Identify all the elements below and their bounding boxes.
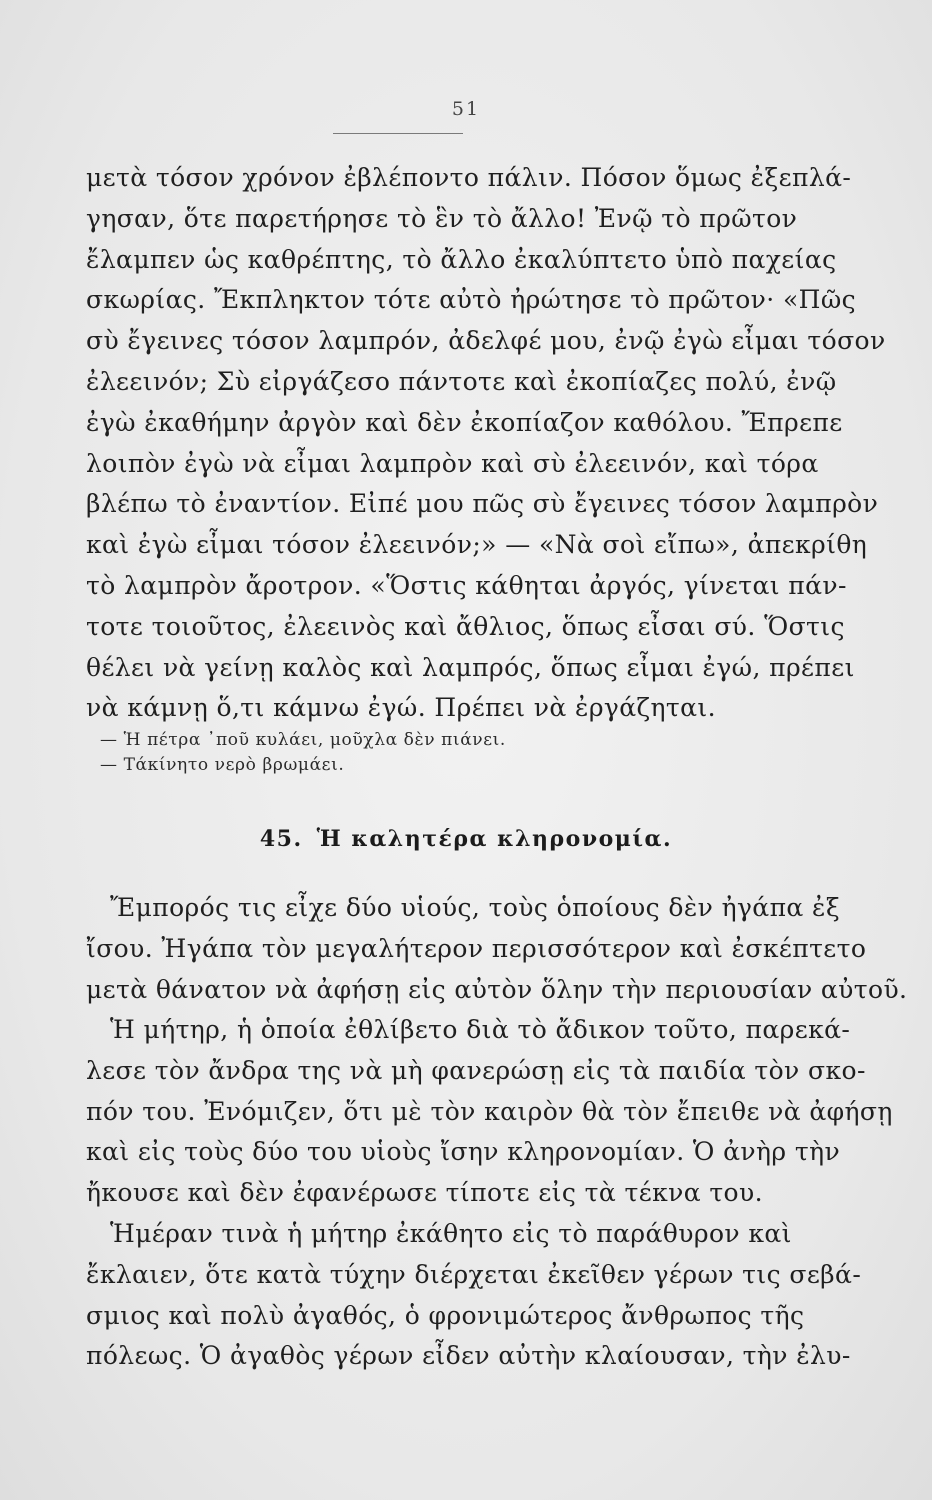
text-line: πόν του. Ἐνόμιζεν, ὅτι μὲ τὸν καιρὸν θὰ τὸν ἔπειθε νὰ ἀφήσῃ: [86, 1096, 893, 1126]
paragraph-3: [86, 1010, 893, 1214]
text-line: γησαν, ὅτε παρετήρησε τὸ ἓν τὸ ἄλλο! Ἐνῷ τὸ πρῶτον: [86, 203, 798, 233]
text-line: καὶ εἰς τοὺς δύο του υἱοὺς ἴσην κληρονομίαν. Ὁ ἀνὴρ τὴν: [86, 1137, 841, 1167]
text-line: καὶ ἐγὼ εἶμαι τόσον ἐλεεινόν;» — «Νὰ σοὶ εἴπω», ἀπεκρίθη: [86, 530, 868, 560]
header-rule: [333, 133, 463, 134]
section-title: Ἡ καλητέρα κληρονομία.: [316, 826, 673, 852]
text-line: σκωρίας. Ἔκπληκτον τότε αὐτὸ ἠρώτησε τὸ πρῶτον· «Πῶς: [86, 285, 857, 315]
text-line: ἐγὼ ἐκαθήμην ἀργὸν καὶ δὲν ἐκοπίαζον καθόλου. Ἔπρεπε: [86, 407, 843, 437]
section-number: 45.: [259, 826, 303, 852]
text-line: ἔλαμπεν ὡς καθρέπτης, τὸ ἄλλο ἐκαλύπτετο ὑπὸ παχείας: [86, 244, 837, 274]
text-line: ἤκουσε καὶ δὲν ἐφανέρωσε τίποτε εἰς τὰ τέκνα του.: [86, 1178, 763, 1208]
text-line: βλέπω τὸ ἐναντίον. Εἰπέ μου πῶς σὺ ἔγεινες τόσον λαμπρὸν: [86, 489, 879, 519]
text-line: σμιος καὶ πολὺ ἀγαθός, ὁ φρονιμώτερος ἄνθρωπος τῆς: [86, 1300, 805, 1330]
text-line: λοιπὸν ἐγὼ νὰ εἶμαι λαμπρὸν καὶ σὺ ἐλεεινόν, καὶ τόρα: [86, 448, 819, 478]
proverb-line: — Ἡ πέτρα ᾽ποῦ κυλάει, μοῦχλα δὲν πιάνει.: [100, 730, 506, 750]
text-line: Ἡμέραν τινὰ ἡ μήτηρ ἐκάθητο εἰς τὸ παράθυρον καὶ: [110, 1219, 792, 1248]
proverb-line: — Τάκίνητο νερὸ βρωμάει.: [100, 755, 345, 775]
text-line: σὺ ἔγεινες τόσον λαμπρόν, ἀδελφέ μου, ἐνῷ ἐγὼ εἶμαι τόσον: [86, 326, 886, 356]
page-number: 51: [451, 98, 481, 120]
text-line: μετὰ θάνατον νὰ ἀφήσῃ εἰς αὐτὸν ὅλην τὴν περιουσίαν αὐτοῦ.: [86, 974, 908, 1004]
section-heading: [0, 826, 932, 852]
text-line: μετὰ τόσον χρόνον ἐβλέποντο πάλιν. Πόσον ὅμως ἐξεπλά-: [86, 163, 852, 192]
text-line: ἐλεεινόν; Σὺ εἰργάζεσο πάντοτε καὶ ἐκοπίαζες πολύ, ἐνῷ: [86, 366, 837, 396]
paragraph-2: [86, 888, 908, 1010]
text-line: Ἡ μήτηρ, ἡ ὁποία ἐθλίβετο διὰ τὸ ἄδικον τοῦτο, παρεκά-: [110, 1015, 851, 1044]
text-line: θέλει νὰ γείνῃ καλὸς καὶ λαμπρός, ὅπως εἶμαι ἐγώ, πρέπει: [86, 652, 855, 682]
proverbs: [100, 728, 804, 778]
text-line: πόλεως. Ὁ ἀγαθὸς γέρων εἶδεν αὐτὴν κλαίουσαν, τὴν ἐλυ-: [86, 1341, 851, 1371]
text-line: τοτε τοιοῦτος, ἐλεεινὸς καὶ ἄθλιος, ὅπως εἶσαι σύ. Ὅστις: [86, 611, 845, 641]
text-line: λεσε τὸν ἄνδρα της νὰ μὴ φανερώσῃ εἰς τὰ παιδία τὸν σκο-: [86, 1055, 866, 1085]
text-line: τὸ λαμπρὸν ἄροτρον. «Ὅστις κάθηται ἀργός, γίνεται πάν-: [86, 570, 847, 600]
paragraph-4: [86, 1214, 862, 1377]
text-line: Ἔμπορός τις εἶχε δύο υἱούς, τοὺς ὁποίους δὲν ἠγάπα ἐξ: [110, 893, 841, 922]
paragraph-1: [86, 158, 886, 729]
text-line: ἴσου. Ἠγάπα τὸν μεγαλήτερον περισσότερον καὶ ἐσκέπτετο: [86, 933, 867, 963]
text-line: νὰ κάμνῃ ὅ,τι κάμνω ἐγώ. Πρέπει νὰ ἐργάζηται.: [86, 693, 716, 723]
text-line: ἔκλαιεν, ὅτε κατὰ τύχην διέρχεται ἐκεῖθεν γέρων τις σεβά-: [86, 1259, 862, 1289]
